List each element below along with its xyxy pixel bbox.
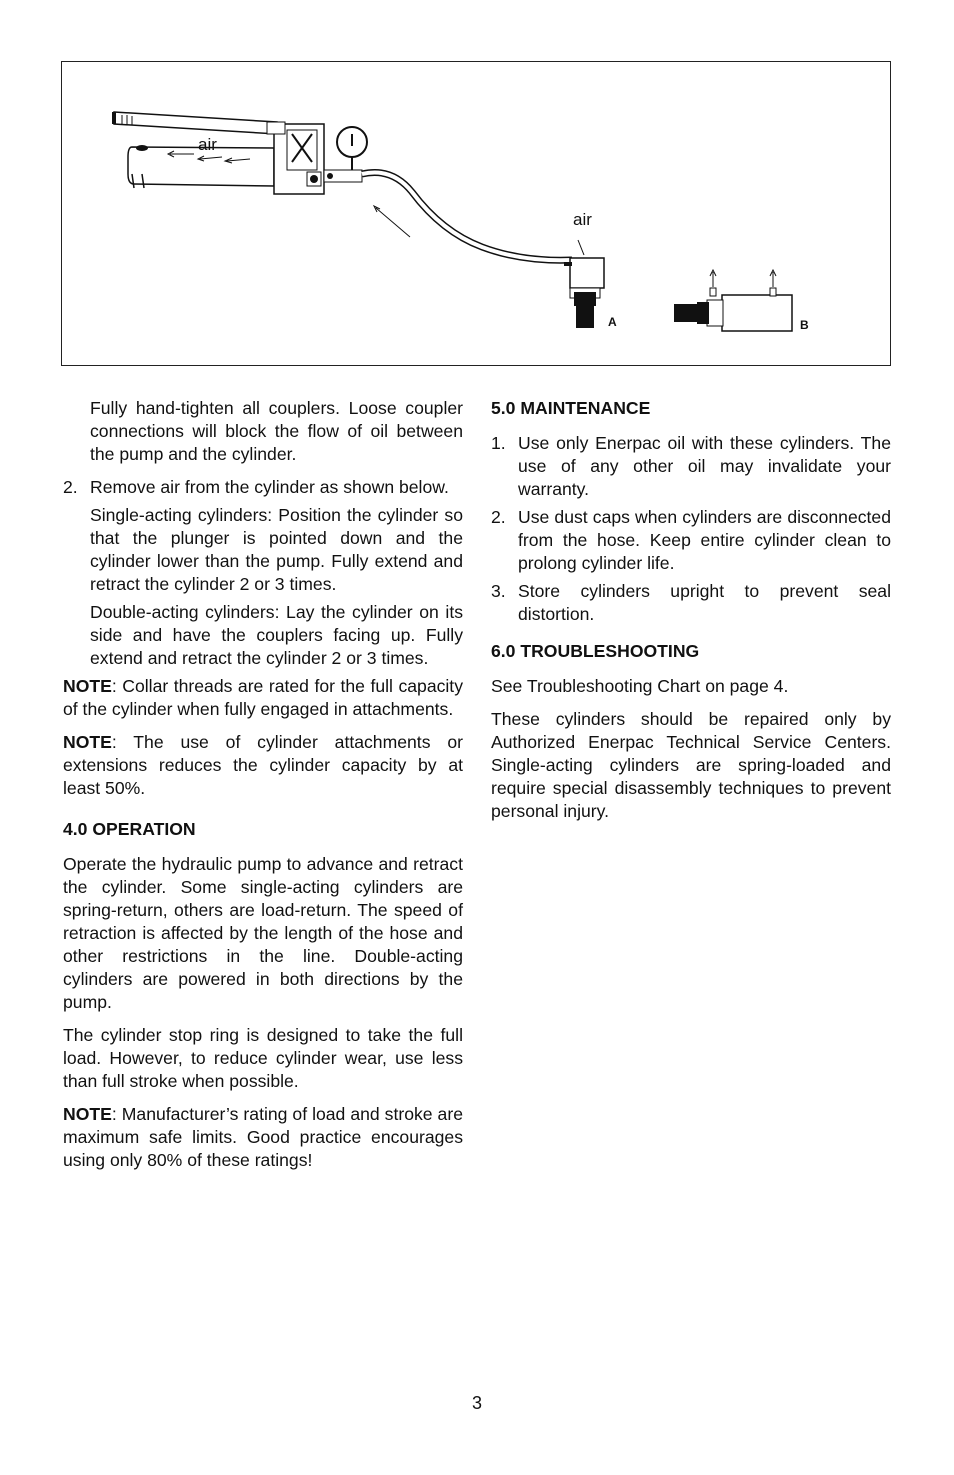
operation-paragraph-2: The cylinder stop ring is designed to take the full load. However, to reduce cylinder wear, use less than full stroke when possible. [63,1025,463,1091]
double-acting-text: Double-acting cylinders: Lay the cylinder on its side and have the couplers facing up. Fully extend and retract the cylinder 2 or 3 times. [90,602,463,668]
figure-frame [61,61,891,366]
list-number: 3. [491,581,506,601]
list-item-remove-air [63,476,463,670]
air-label-pump: air [198,135,217,154]
list-item [491,580,891,626]
single-acting-text: Single-acting cylinders: Position the cylinder so that the plunger is pointed down and the cylinder lower than the pump. Fully extend and retract the cylinder 2 or 3 times. [90,505,463,594]
note-text: : Collar threads are rated for the full capacity of the cylinder when fully engaged in attachments. [63,676,463,719]
note-attachments [63,731,463,800]
note-label: NOTE [63,732,112,752]
pump-cylinder-illustration [62,62,892,367]
heading-operation: 4.0 OPERATION [63,819,196,839]
list-number: 2. [63,477,78,497]
note-text: : The use of cylinder attachments or extensions reduces the cylinder capacity by at least 50%. [63,732,463,798]
page-number: 3 [471,1393,482,1413]
list-number: 1. [491,433,506,453]
right-column [491,397,891,833]
list-item [491,506,891,575]
heading-maintenance: 5.0 MAINTENANCE [491,398,651,418]
heading-troubleshooting: 6.0 TROUBLESHOOTING [491,641,700,661]
figure-tag-b: B [800,318,809,332]
list-item-text: Use dust caps when cylinders are disconnected from the hose. Keep entire cylinder clean to prolong cylinder life. [518,507,891,573]
operation-paragraph-1: Operate the hydraulic pump to advance and retract the cylinder. Some single-acting cylinders are spring-return, others are load-return. The speed of retraction is affected by the length of the hose and other restrictions in the line. Double-acting cylinders are powered in both directions by the pump. [63,854,463,1012]
remove-air-text: Remove air from the cylinder as shown below. [90,477,449,497]
troubleshooting-paragraph-2: These cylinders should be repaired only by Authorized Enerpac Technical Service Centers. Single-acting cylinders are spring-loaded and require special disassembly techniques to prevent personal injury. [491,709,891,821]
figure-tag-a: A [608,315,617,329]
note-text: : Manufacturer’s rating of load and stroke are maximum safe limits. Good practice encourages using only 80% of these ratings! [63,1104,463,1170]
list-item-text: Store cylinders upright to prevent seal distortion. [518,581,891,624]
note-label: NOTE [63,1104,112,1124]
note-label: NOTE [63,676,112,696]
note-ratings [63,1103,463,1172]
left-column [63,397,463,1182]
troubleshooting-paragraph-1: See Troubleshooting Chart on page 4. [491,676,789,696]
list-item [491,432,891,501]
air-label-cylinder: air [573,210,592,229]
coupler-paragraph: Fully hand-tighten all couplers. Loose coupler connections will block the flow of oil between the pump and the cylinder. [90,398,463,464]
list-item-text: Use only Enerpac oil with these cylinders. The use of any other oil may invalidate your warranty. [518,433,891,499]
note-collar-threads [63,675,463,721]
list-number: 2. [491,507,506,527]
